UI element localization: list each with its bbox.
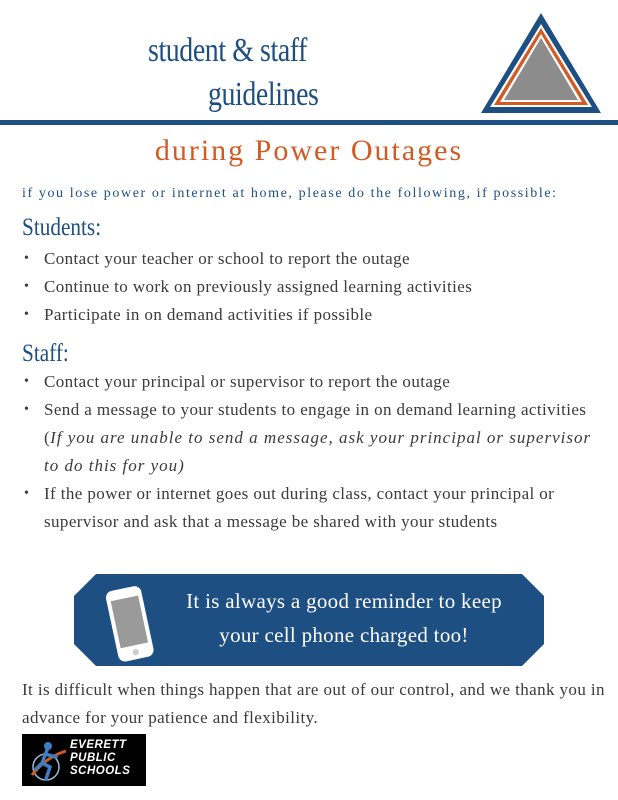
header bbox=[0, 0, 618, 130]
phone-icon bbox=[98, 584, 160, 666]
list-item bbox=[22, 368, 602, 396]
bullet-icon: • bbox=[24, 374, 30, 389]
bullet-icon: • bbox=[24, 402, 30, 417]
intro-text: if you lose power or internet at home, please do the following, if possible: bbox=[22, 186, 558, 201]
staff-list bbox=[22, 368, 602, 536]
list-item bbox=[22, 245, 602, 273]
reminder-line-2: your cell phone charged too! bbox=[219, 623, 469, 647]
bullet-icon: • bbox=[24, 486, 30, 501]
logo-text bbox=[70, 739, 130, 778]
reminder-text bbox=[154, 584, 534, 652]
students-list bbox=[22, 245, 602, 329]
closing-text: It is difficult when things happen that are out of our control, and we thank you in advance for your patience and flexibility. bbox=[22, 680, 605, 727]
list-item-text: Send a message to your students to engage in on demand learning activities ( bbox=[44, 400, 587, 447]
district-logo bbox=[22, 734, 146, 786]
runner-logo-icon bbox=[26, 737, 70, 783]
students-heading: Students: bbox=[22, 214, 102, 241]
list-item-text: Participate in on demand activities if possible bbox=[44, 305, 373, 324]
list-item-text: Contact your teacher or school to report the outage bbox=[44, 249, 410, 268]
list-item bbox=[22, 396, 602, 480]
list-item-text: Continue to work on previously assigned learning activities bbox=[44, 277, 473, 296]
bullet-icon: • bbox=[24, 307, 30, 322]
list-item bbox=[22, 273, 602, 301]
reminder-box bbox=[74, 574, 544, 666]
logo-line-1: EVERETT bbox=[70, 739, 127, 751]
list-item-text: If the power or internet goes out during class, contact your principal or supervisor and ask that a message be shared with your students bbox=[44, 484, 555, 531]
subtitle: during Power Outages bbox=[154, 134, 464, 167]
logo-line-2: PUBLIC bbox=[70, 752, 116, 764]
list-item-text: Contact your principal or supervisor to report the outage bbox=[44, 372, 451, 391]
reminder-line-1: It is always a good reminder to keep bbox=[186, 589, 502, 613]
list-item-italic-text: If you are unable to send a message, ask your principal or supervisor to do this for you) bbox=[44, 428, 592, 475]
title-line-1: student & staff bbox=[148, 32, 308, 69]
logo-line-3: SCHOOLS bbox=[70, 765, 131, 777]
bullet-icon: • bbox=[24, 279, 30, 294]
list-item bbox=[22, 480, 602, 536]
staff-heading: Staff: bbox=[22, 340, 69, 367]
header-rule bbox=[0, 120, 618, 125]
title-line-2: guidelines bbox=[208, 76, 319, 113]
bullet-icon: • bbox=[24, 251, 30, 266]
triangle-logo-icon bbox=[478, 10, 604, 116]
list-item bbox=[22, 301, 602, 329]
